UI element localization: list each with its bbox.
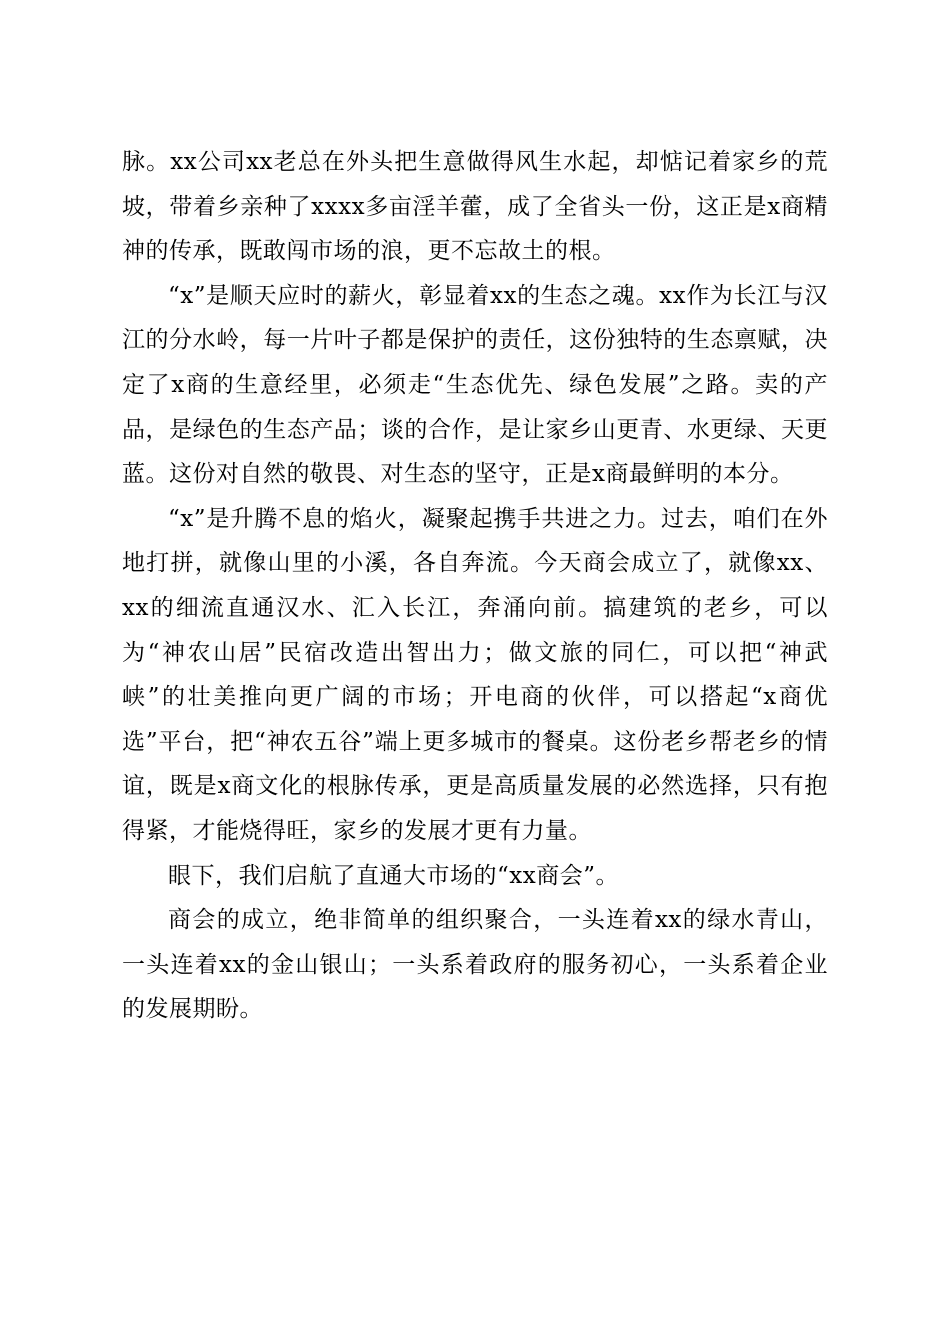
paragraph-2: “x”是顺天应时的薪火，彰显着xx的生态之魂。xx作为长江与汉江的分水岭，每一片叶子都是保护的责任，这份独特的生态禀赋，决定了x商的生意经里，必须走“生态优先、绿色发展”之路。卖的产品，是绿色的生态产品；谈的合作，是让家乡山更青、水更绿、天更蓝。这份对自然的敬畏、对生态的坚守，正是x商最鲜明的本分。 bbox=[122, 282, 828, 488]
paragraph-1: 脉。xx公司xx老总在外头把生意做得风生水起，却惦记着家乡的荒坡，带着乡亲种了xxxx多亩淫羊藿，成了全省头一份，这正是x商精神的传承，既敢闯市场的浪，更不忘故土的根。 bbox=[122, 149, 828, 265]
document-body bbox=[122, 140, 828, 1032]
paragraph-5: 商会的成立，绝非简单的组织聚合，一头连着xx的绿水青山，一头连着xx的金山银山；一头系着政府的服务初心，一头系着企业的发展期盼。 bbox=[122, 907, 828, 1023]
paragraph-3: “x”是升腾不息的焰火，凝聚起携手共进之力。过去，咱们在外地打拼，就像山里的小溪，各自奔流。今天商会成立了，就像xx、xx的细流直通汉水、汇入长江，奔涌向前。搞建筑的老乡，可以为“神农山居”民宿改造出智出力；做文旅的同仁，可以把“神武峡”的壮美推向更广阔的市场；开电商的伙伴，可以搭起“x商优选”平台，把“神农五谷”端上更多城市的餐桌。这份老乡帮老乡的情谊，既是x商文化的根脉传承，更是高质量发展的必然选择，只有抱得紧，才能烧得旺，家乡的发展才更有力量。 bbox=[122, 505, 828, 844]
paragraph-4: 眼下，我们启航了直通大市场的“xx商会”。 bbox=[168, 862, 619, 889]
